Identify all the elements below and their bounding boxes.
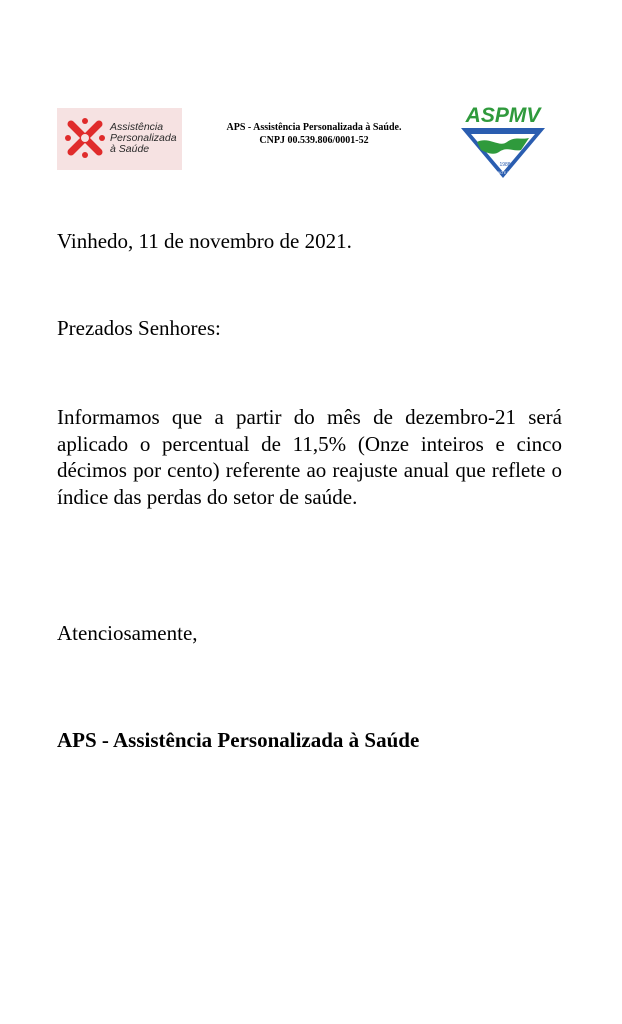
greeting: Prezados Senhores:	[57, 316, 221, 340]
closing: Atenciosamente,	[57, 621, 198, 645]
aspmv-logo-year: 1988	[499, 162, 511, 168]
signature: APS - Assistência Personalizada à Saúde	[57, 728, 420, 752]
aspmv-logo	[455, 102, 551, 182]
aps-logo-text: Assistência Personalizada à Saúde	[110, 121, 177, 155]
company-name: APS - Assistência Personalizada à Saúde.	[226, 122, 402, 133]
aspmv-logo-slogan: ASPMV - APOIO E SEGURANÇA	[476, 171, 530, 175]
letter-body: Informamos que a partir do mês de dezembro-21 será aplicado o percentual de 11,5% (Onze inteiros e cinco décimos por cento) referente ao reajuste anual que reflete o índice das perdas do setor de saúde.	[57, 405, 562, 509]
letterhead	[0, 102, 622, 182]
aspmv-logo-text: ASPMV	[465, 104, 541, 127]
date-line: Vinhedo, 11 de novembro de 2021.	[57, 229, 352, 253]
company-cnpj: CNPJ 00.539.806/0001-52	[259, 135, 369, 146]
aps-logo	[57, 108, 182, 170]
company-info	[190, 121, 438, 147]
aspmv-shield-icon	[455, 102, 551, 182]
aps-cross-icon	[63, 116, 107, 160]
